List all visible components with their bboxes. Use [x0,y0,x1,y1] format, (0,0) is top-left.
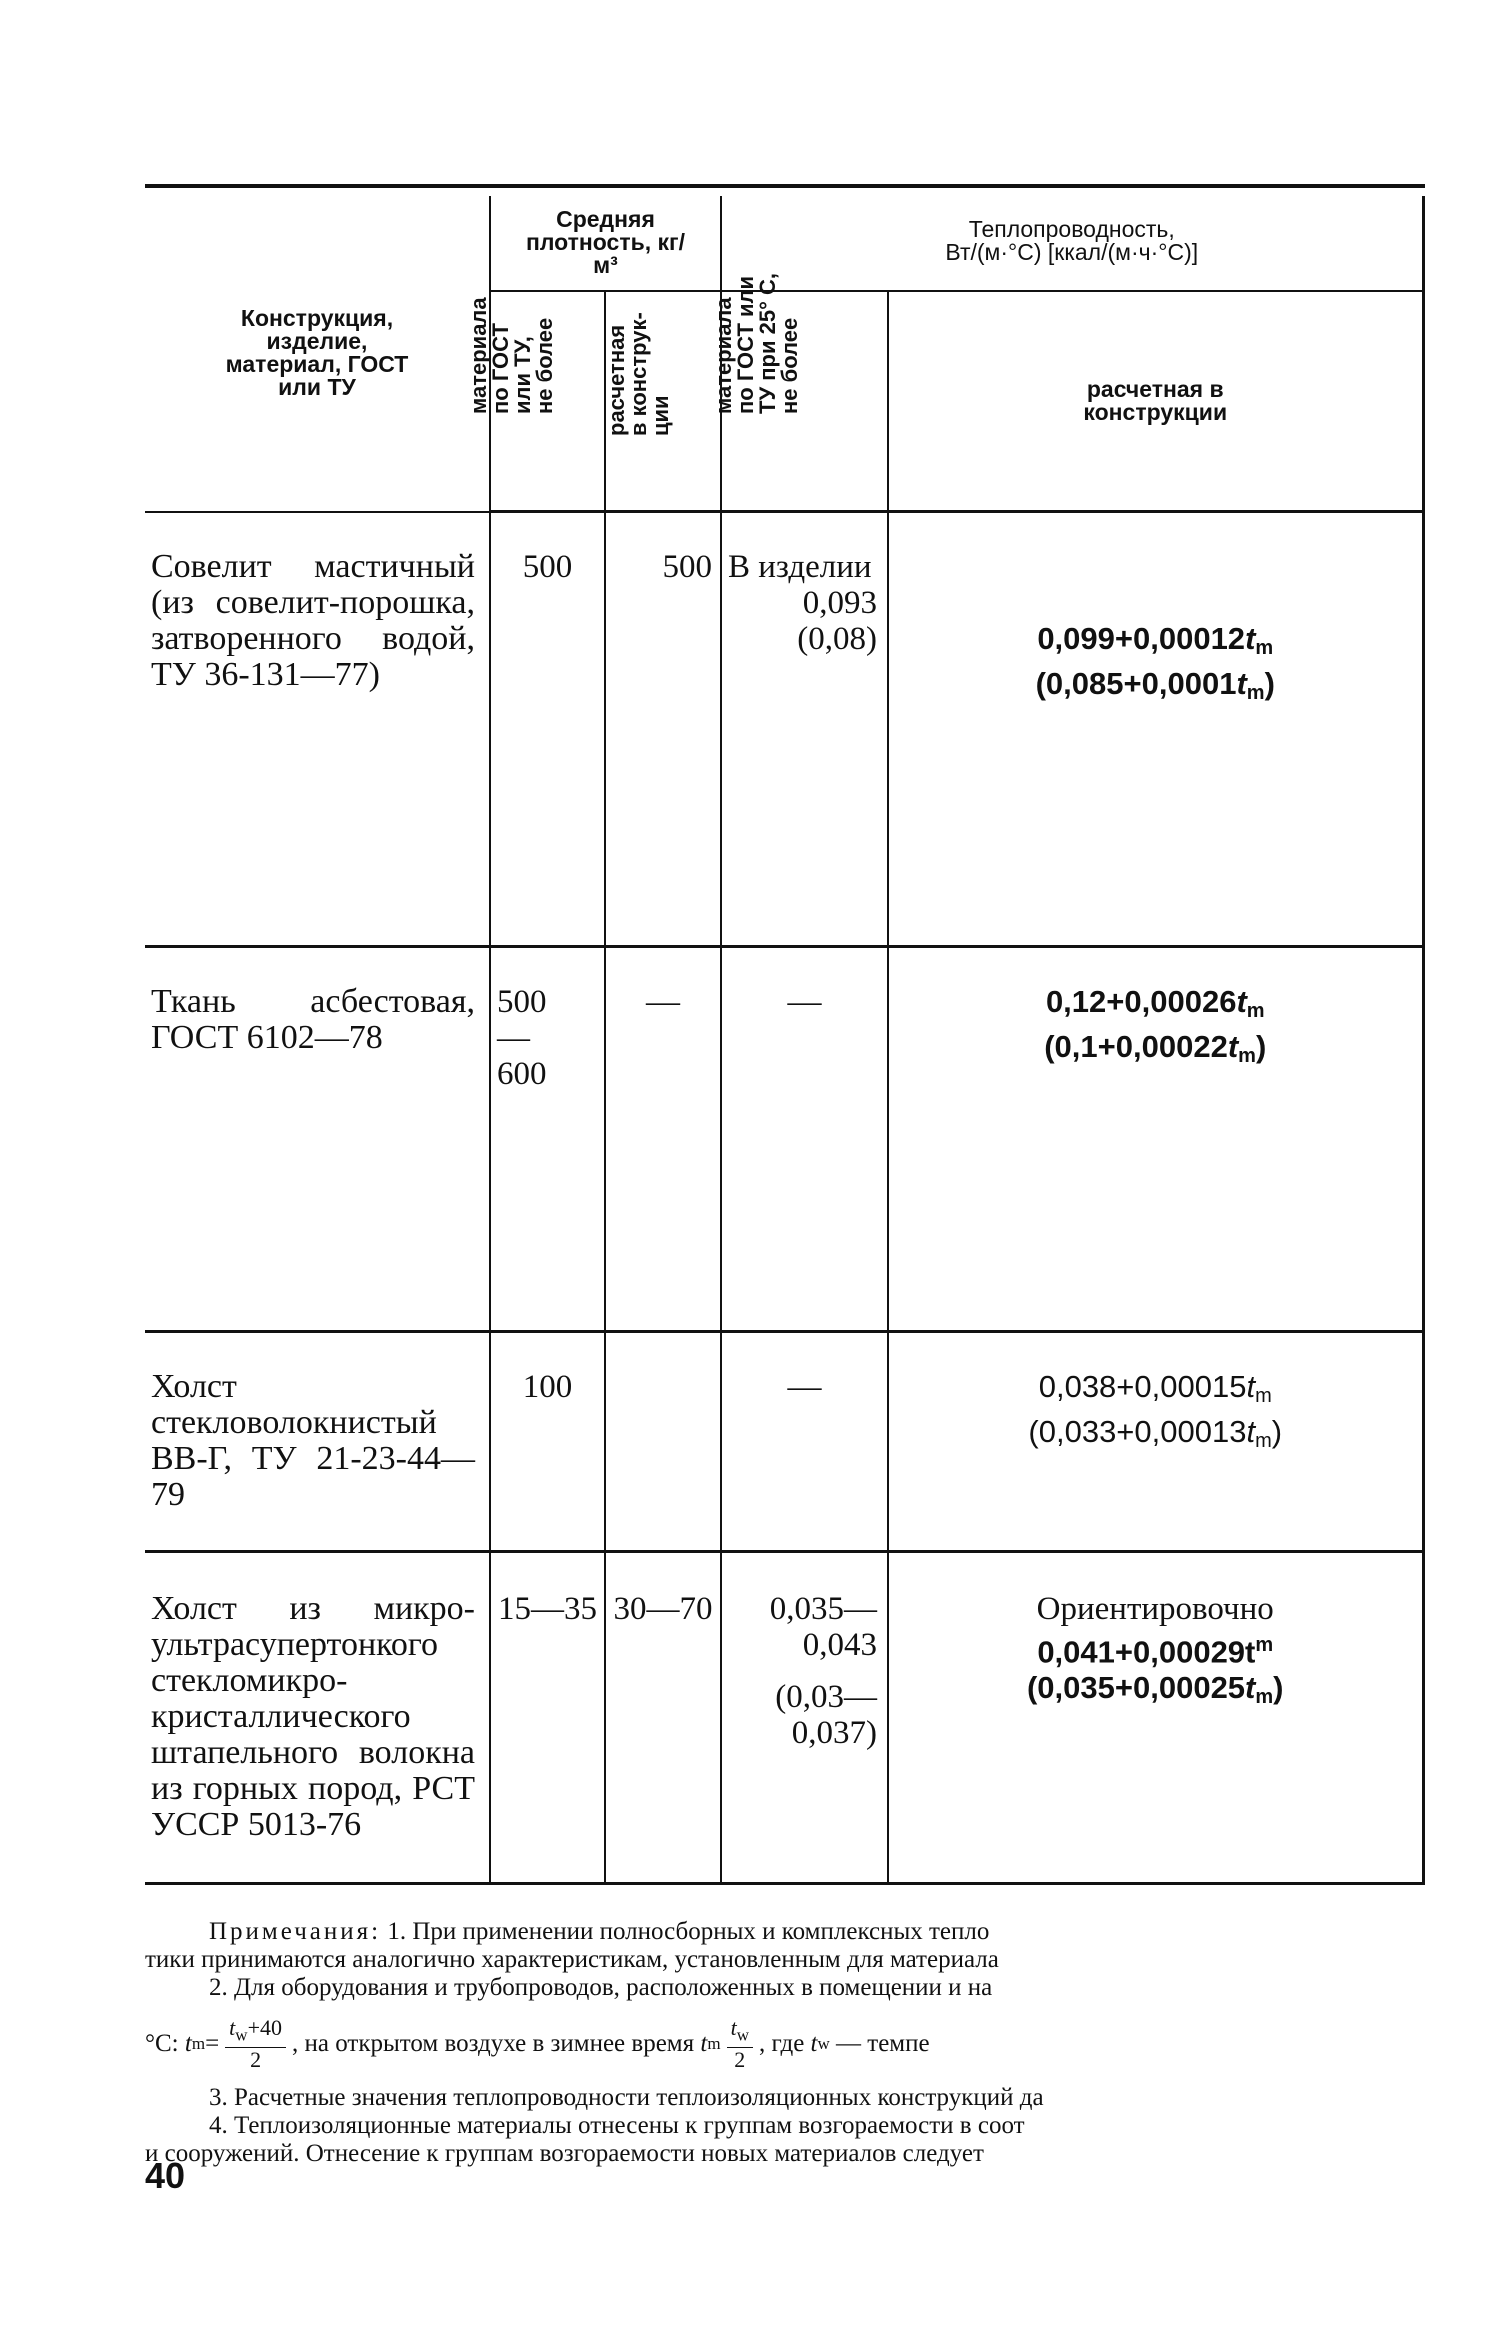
row1-cond-cell [721,512,888,947]
row4-cond-value-alt: (0,03—0,037) [775,1679,877,1751]
note-2-mid: , на открытом воздухе в зимнее время [292,2030,695,2057]
row3-density-calc-cell [605,1332,721,1552]
row1-calc-alt-line: $(0,085+0,0001t_m)$ [1035,666,1275,704]
row1-cond-value: 0,093 [802,585,877,621]
header-conductivity-line2: Вт/(м·°С) [ккал/(м·ч·°С)] [945,239,1199,265]
formula-fraction-1: $\frac{t_w+40}{2}$ [225,2016,286,2072]
row3-cond-cell [721,1332,888,1552]
row3-name: Холст стекловолокнистый ВВ-Г, ТУ 21-23-44—79 [151,1368,475,1513]
row2-name-cell [145,947,490,1332]
row4-calc-pre: Ориентировочно [1036,1591,1274,1627]
note-2-tail: — темпе [836,2030,930,2057]
row2-density-calc-cell [605,947,721,1332]
row4-density-calc-cell [605,1552,721,1884]
row1-density-calc: 500 [662,549,712,585]
row1-name: Совелит мастичный (из совелит-порошка, затворенного водой, ТУ 36-131—77) [151,547,475,693]
note-4b: и сооружений. Отнесение к группам возгораемости новых материалов следует [145,2140,984,2167]
note-2-end: , где [758,2030,805,2057]
header-name-cell [145,196,490,512]
note-1a: Примечания: 1. При применении полносборных и комплексных тепло [209,1918,990,1945]
header-density-max-text: материала по ГОСТ или ТУ, не более [465,297,557,414]
note-2-formula: °С: t m = $\frac{t_w+40}{2}$ , на открытом воздухе в зимнее время t m $\frac{t_w}{2}$ , где t w — темпе [145,2014,930,2073]
row2-cond-cell [721,947,888,1332]
note-2: 2. Для оборудования и трубопроводов, расположенных в помещении и на [209,1974,993,2001]
row4-calc-cell [888,1552,1423,1884]
header-density-text: Средняя плотность, кг/м³ [525,206,686,278]
row2-calc-alt-line: $(0,1+0,00022t_m)$ [1044,1029,1267,1067]
row1-calc-main-line: $0,099+0,00012t_m$ [1037,621,1274,659]
row1-cond-label: В изделии [728,549,872,585]
thermal-insulation-table [145,196,1425,1885]
row3-calc-cell [888,1332,1423,1552]
row4-cond-cell [721,1552,888,1884]
header-density-calc [605,291,721,512]
row2-calc-cell [888,947,1423,1332]
row3-density-max-cell [490,1332,605,1552]
header-density-calc-text: расчетная в конструк- ции [604,312,673,436]
row3-calc-alt-line: $(0,033+0,00013t_m)$ [1028,1414,1283,1452]
table-row [145,947,1423,1332]
table-row [145,512,1423,947]
row1-calc-cell [888,512,1423,947]
row4-name-cell [145,1552,490,1884]
note-4a: 4. Теплоизоляционные материалы отнесены к группам возгораемости в соот [209,2112,1025,2139]
row2-cond-value: — [787,983,822,1020]
header-name-text: Конструкция, изделие, материал, ГОСТ или ТУ [225,305,409,401]
row1-name-cell [145,512,490,947]
row4-calc-main-line: $0,041+0,00029t^m$ [1037,1634,1274,1670]
row4-density-calc: 30—70 [613,1591,713,1627]
header-conductivity-calc [888,291,1423,512]
note-2-unit: °С: [145,2030,179,2057]
row4-density-max: 15—35 [498,1591,597,1627]
row3-cond-value: — [787,1368,822,1405]
header-conductivity-max [710,273,888,512]
header-conductivity-calc-text: расчетная в конструкции [1083,376,1228,425]
row3-density-max: 100 [522,1369,573,1405]
note-1b: тики принимаются аналогично характеристикам, установленным для материала [145,1946,999,1973]
row2-density-calc: — [646,983,680,1020]
top-rule [145,184,1425,188]
row1-density-calc-cell [605,512,721,947]
table-row [145,1552,1423,1884]
table-row [145,1332,1423,1552]
row2-density-max: 500—600 [497,984,547,1092]
row2-name: Ткань асбестовая, ГОСТ 6102—78 [151,983,475,1056]
row4-cond-value: 0,035—0,043 [769,1591,877,1663]
note-3: 3. Расчетные значения теплопроводности теплоизоляционных конструкций да [209,2084,1044,2111]
formula-fraction-2: $\frac{t_w}{2}$ [727,2016,753,2072]
row2-density-max-cell [490,947,605,1332]
notes-title: Примечания: [209,1918,382,1945]
row4-calc-alt-line: $(0,035+0,00025t_m)$ [1026,1670,1284,1709]
notes-section [145,1918,1380,2168]
header-density-group [490,196,721,291]
row4-name: Холст из микро-ультрасупертонкого стекломикро-кристаллического штапельного волокна из горных пород, РСТ УССР 5013-76 [151,1590,475,1843]
row1-cond-value-alt: (0,08) [797,621,877,657]
header-conductivity-max-text: материала по ГОСТ или ТУ при 25° С, не более [710,273,802,414]
row3-name-cell [145,1332,490,1552]
page-number: 40 [145,2155,186,2196]
header-conductivity-group [721,196,1423,291]
row4-density-max-cell [490,1552,605,1884]
row3-density-calc [606,1333,720,1369]
row2-calc-main-line: $0,12+0,00026t_m$ [1045,984,1265,1022]
row1-density-max-cell [490,512,605,947]
header-density-max [465,291,605,512]
header-conductivity-line1: Теплопроводность, [968,216,1175,242]
row1-density-max: 500 [522,549,573,585]
row3-calc-main-line: $0,038+0,00015t_m$ [1038,1369,1272,1407]
